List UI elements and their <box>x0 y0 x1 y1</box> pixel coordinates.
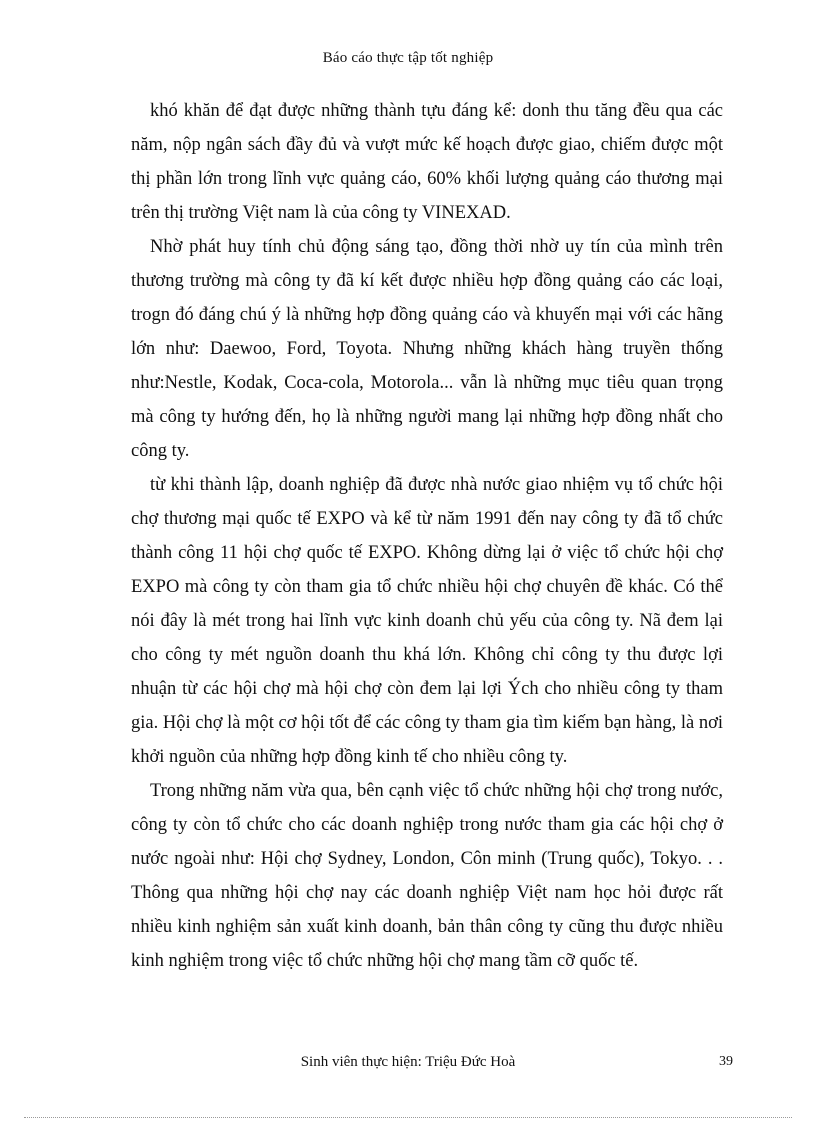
document-body <box>131 94 723 978</box>
paragraph-achievements: khó khăn để đạt được những thành tựu đáng kể: donh thu tăng đều qua các năm, nộp ngân sách đầy đủ và vượt mức kế hoạch được giao, chiếm được một thị phần lớn trong lĩnh vực quảng cáo, 60% khối lượng quảng cáo thương mại trên thị trường Việt nam là của công ty VINEXAD. <box>131 101 723 223</box>
page-number: 39 <box>719 1054 733 1069</box>
page-header <box>0 50 816 67</box>
paragraph-advertising-contracts: Nhờ phát huy tính chủ động sáng tạo, đồng thời nhờ uy tín của mình trên thương trường mà công ty đã kí kết được nhiều hợp đồng quảng cáo các loại, trogn đó đáng chú ý là những hợp đồng quảng cáo và khuyến mại với các hãng lớn như: Daewoo, Ford, Toyota. Nhưng những khách hàng truyền thống như:Nestle, Kodak, Coca-cola, Motorola... vẫn là những mục tiêu quan trọng mà công ty hướng đến, họ là những người mang lại những hợp đồng nhất cho công ty. <box>131 237 723 461</box>
paragraph-overseas-fairs: Trong những năm vừa qua, bên cạnh việc tổ chức những hội chợ trong nước, công ty còn tổ chức cho các doanh nghiệp trong nước tham gia các hội chợ ở nước ngoài như: Hội chợ Sydney, London, Côn minh (Trung quốc), Tokyo. . . Thông qua những hội chợ nay các doanh nghiệp Việt nam học hỏi được rất nhiều kinh nghiệm sản xuất kinh doanh, bản thân công ty cũng thu được nhiều kinh nghiệm trong việc tổ chức những hội chợ mang tầm cỡ quốc tế. <box>131 781 723 971</box>
header-title: Báo cáo thực tập tốt nghiệp <box>322 50 494 66</box>
paragraph-expo-fairs: từ khi thành lập, doanh nghiệp đã được nhà nước giao nhiệm vụ tổ chức hội chợ thương mại quốc tế EXPO và kể từ năm 1991 đến nay công ty đã tổ chức thành công 11 hội chợ quốc tế EXPO. Không dừng lại ở việc tổ chức hội chợ EXPO mà công ty còn tham gia tổ chức nhiều hội chợ chuyên đề khác. Có thể nói đây là mét trong hai lĩnh vực kinh doanh chủ yếu của công ty. Nã đem lại cho công ty mét nguồn doanh thu khá lớn. Không chỉ công ty thu được lợi nhuận từ các hội chợ mà hội chợ còn đem lại lợi Ých cho nhiều công ty tham gia. Hội chợ là một cơ hội tốt để các công ty tham gia tìm kiếm bạn hàng, là nơi khởi nguồn của những hợp đồng kinh tế cho nhiều công ty. <box>131 475 723 767</box>
footer-author: Sinh viên thực hiện: Triệu Đức Hoà <box>300 1054 516 1070</box>
page-bottom-divider <box>24 1117 792 1118</box>
page-footer <box>0 1054 816 1076</box>
